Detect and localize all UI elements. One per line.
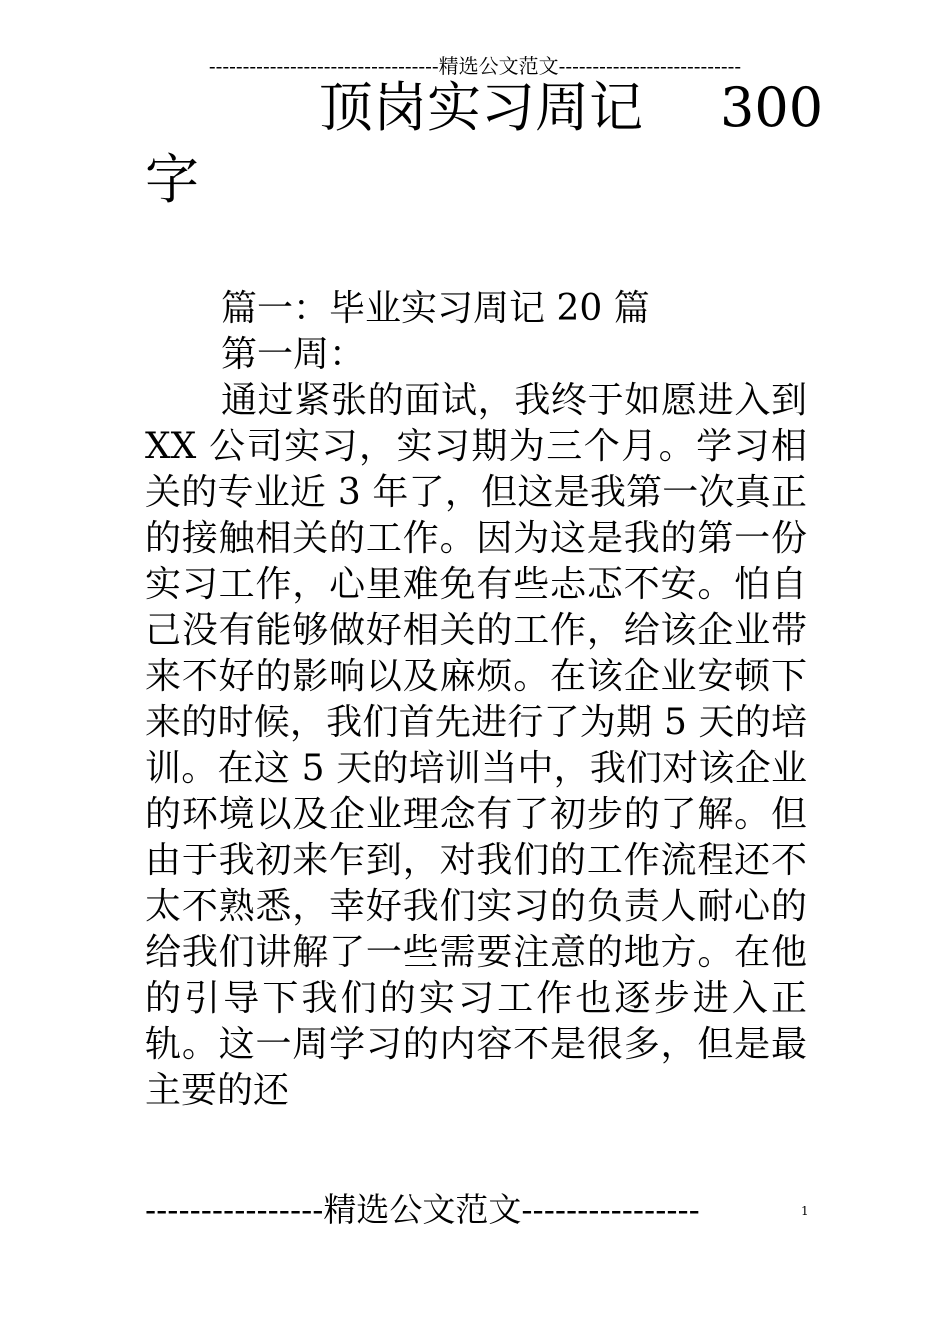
- page-header: ----------------------------------精选公文范文---------------------------: [208, 54, 742, 78]
- week-label: 第一周：: [221, 334, 366, 375]
- section-heading: 篇一：毕业实习周记 20 篇: [221, 288, 650, 329]
- document-body: [145, 286, 807, 1114]
- body-paragraph: 通过紧张的面试，我终于如愿进入到 XX 公司实习，实习期为三个月。学习相关的专业近 3 年了，但这是我第一次真正的接触相关的工作。因为这是我的第一份实习工作，心里难免有些忐忑不安。怕自己没有能够做好相关的工作，给该企业带来不好的影响以及麻烦。在该企业安顿下来的时候，我们首先进行了为期 5 天的培训。在这 5 天的培训当中，我们对该企业的环境以及企业理念有了初步的了解。但由于我初来乍到，对我们的工作流程还不太不熟悉，幸好我们实习的负责人耐心的给我们讲解了一些需要注意的地方。在他的引导下我们的实习工作也逐步进入正轨。这一周学习的内容不是很多，但是最主要的还: [145, 380, 807, 1111]
- page-number: 1: [801, 1204, 809, 1218]
- title-line-2: 字: [145, 148, 199, 211]
- title-line-1: 顶岗实习周记: [319, 76, 643, 139]
- page-footer: ----------------精选公文范文----------------: [145, 1190, 700, 1229]
- title-number: 300: [720, 76, 824, 139]
